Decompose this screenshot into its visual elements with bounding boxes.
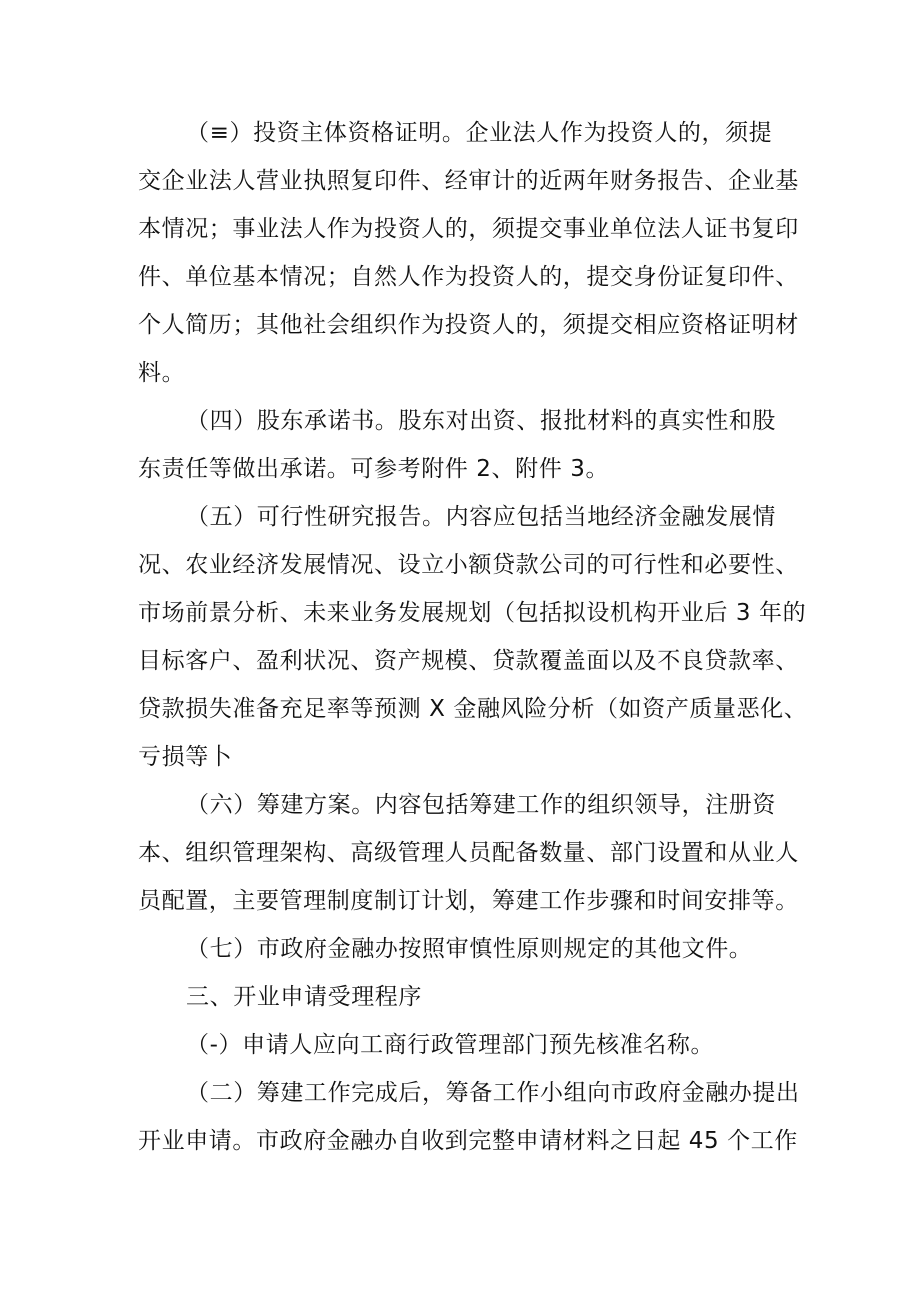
paragraph-line: 本、组织管理架构、高级管理人员配备数量、部门设置和从业人 xyxy=(138,840,799,866)
paragraph-line: （二）筹建工作完成后，筹备工作小组向市政府金融办提出 xyxy=(186,1080,800,1106)
paragraph-line: 件、单位基本情况；自然人作为投资人的，提交身份证复印件、 xyxy=(138,264,799,290)
paragraph-line: （七）市政府金融办按照审慎性原则规定的其他文件。 xyxy=(186,936,753,962)
section-heading: 三、开业申请受理程序 xyxy=(186,984,422,1010)
paragraph-line: 交企业法人营业执照复印件、经审计的近两年财务报告、企业基 xyxy=(138,168,799,194)
paragraph-line: 亏损等卜 xyxy=(138,744,233,770)
paragraph-line: 个人简历；其他社会组织作为投资人的，须提交相应资格证明材 xyxy=(138,312,799,338)
paragraph-line: （五）可行性研究报告。内容应包括当地经济金融发展情 xyxy=(186,504,776,530)
paragraph-line: 员配置，主要管理制度制订计划，筹建工作步骤和时间安排等。 xyxy=(138,888,799,914)
paragraph-line: 开业申请。市政府金融办自收到完整申请材料之日起 45 个工作 xyxy=(138,1128,798,1154)
paragraph-line: 目标客户、盈利状况、资产规模、贷款覆盖面以及不良贷款率、 xyxy=(138,648,799,674)
paragraph-line: （六）筹建方案。内容包括筹建工作的组织领导，注册资 xyxy=(186,792,776,818)
paragraph-line: 市场前景分析、未来业务发展规划（包括拟设机构开业后 3 年的 xyxy=(138,600,807,626)
paragraph-line: （≡）投资主体资格证明。企业法人作为投资人的，须提 xyxy=(186,120,773,146)
paragraph-line: 本情况；事业法人作为投资人的，须提交事业单位法人证书复印 xyxy=(138,216,799,242)
paragraph-line: （-）申请人应向工商行政管理部门预先核准名称。 xyxy=(186,1032,715,1058)
paragraph-line: 料。 xyxy=(138,360,186,386)
paragraph-line: 贷款损失准备充足率等预测 X 金融风险分析（如资产质量恶化、 xyxy=(138,696,808,722)
paragraph-line: 况、农业经济发展情况、设立小额贷款公司的可行性和必要性、 xyxy=(138,552,799,578)
paragraph-line: 东责任等做出承诺。可参考附件 2、附件 3。 xyxy=(138,456,610,482)
paragraph-line: （四）股东承诺书。股东对出资、报批材料的真实性和股 xyxy=(186,408,776,434)
